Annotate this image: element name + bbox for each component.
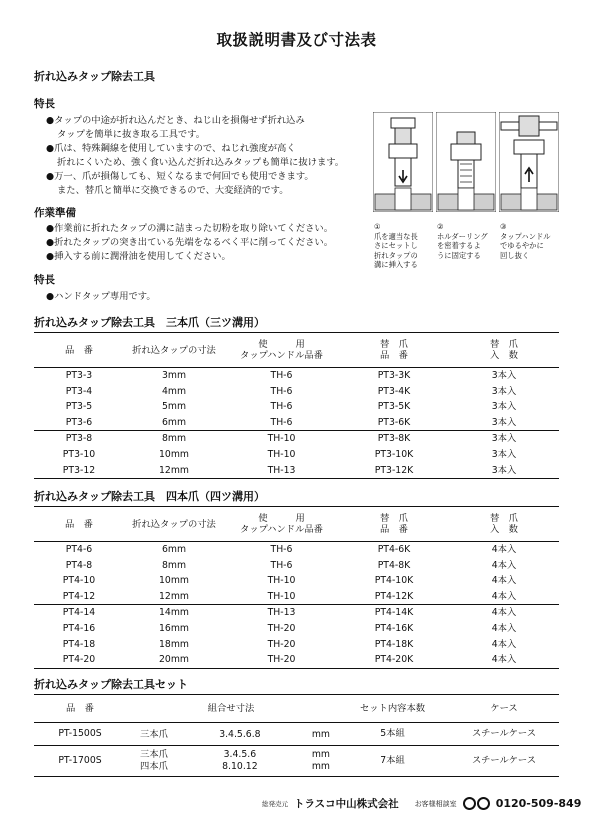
table-row: PT4-20 20mm TH-20 PT4-20K 4本入 <box>34 652 559 668</box>
table-row: PT4-14 14mm TH-13 PT4-14K 4本入 <box>62 607 517 619</box>
document-title: 取扱説明書及び寸法表 <box>216 31 377 49</box>
phone-number: 0120-509-849 <box>495 797 582 810</box>
col-spare-part: 替 爪 品 番 <box>339 333 449 368</box>
feature-line: ●タップの中途が折れ込んだとき、ねじ山を損傷せず折れ込み <box>46 115 305 126</box>
prep-line: ●作業前に折れたタップの溝に詰まった切粉を取り除いてください。 <box>46 223 334 234</box>
prep-line: ●折れたタップの突き出ている先端をなるべく平に削ってください。 <box>46 237 334 248</box>
table-row: PT4-16 16mm TH-20 PT4-16K 4本入 <box>62 622 517 634</box>
col-set-count: セット内容本数 <box>336 695 449 723</box>
footer <box>262 796 581 811</box>
tool-insert-illustration <box>373 112 433 212</box>
table-row: PT3-12 12mm TH-13 PT3-12K 3本入 <box>34 463 559 479</box>
table3-heading: 折れ込みタップ除去工具セット <box>34 678 188 691</box>
col-handle: 使 用 タップハンドル品番 <box>224 507 339 542</box>
col-spare-part: 替 爪 品 番 <box>339 507 449 542</box>
features2-line: ●ハンドタップ専用です。 <box>46 291 156 302</box>
support-label: お客様相談室 <box>414 799 457 808</box>
product-name: 折れ込みタップ除去工具 <box>34 70 155 83</box>
tap-handle-illustration <box>499 112 559 212</box>
feature-line: ●爪は、特殊鋼線を使用していますので、ねじれ強度が高く <box>46 143 296 154</box>
col-part-no: 品 番 <box>34 507 124 542</box>
prep-line: ●挿入する前に潤滑油を使用してください。 <box>46 251 231 262</box>
col-handle: 使 用 タップハンドル品番 <box>224 333 339 368</box>
col-tap-size: 折れ込タップの寸法 <box>124 507 224 542</box>
table-row: PT4-6 6mm TH-6 PT4-6K 4本入 <box>65 544 517 555</box>
prep-heading: 作業準備 <box>34 207 76 219</box>
figure-step-2: ② ホルダーリング を密着するよ うに固定する <box>436 112 496 274</box>
table-row: PT-1500S 三本爪 3.4.5.6.8 mm 5本組 スチールケース <box>34 723 559 746</box>
table1-heading: 折れ込みタップ除去工具 三本爪（三ツ溝用） <box>34 316 265 329</box>
table-row: PT3-10 10mm TH-10 PT3-10K 3本入 <box>62 448 517 460</box>
features2-heading: 特長 <box>34 274 55 286</box>
col-part-no: 品 番 <box>34 333 124 368</box>
free-dial-icon <box>463 797 490 810</box>
table-row: PT3-8 8mm TH-10 PT3-8K 3本入 <box>65 433 517 445</box>
company-name: トラスコ中山株式会社 <box>294 798 399 810</box>
table-row: PT4-12 12mm TH-10 PT4-12K 4本入 <box>34 589 559 605</box>
figure-step-1: ① 爪を適当な長 さにセットし 折れタップの 溝に挿入する <box>373 112 433 274</box>
col-tap-size: 折れ込タップの寸法 <box>124 333 224 368</box>
table-row: PT-1700S 三本爪 3.4.5.6 mm 四本爪 8.10.12 mm 7本組 スチールケース <box>34 746 559 777</box>
spec-table-four-jaw <box>34 506 559 669</box>
spec-table-three-jaw <box>34 332 559 479</box>
table-row: PT4-18 18mm TH-20 PT4-18K 4本入 <box>62 638 517 650</box>
set-table <box>34 694 559 777</box>
table2-heading: 折れ込みタップ除去工具 四本爪（四ツ溝用） <box>34 490 265 503</box>
table-row: PT3-6 6mm TH-6 PT3-6K 3本入 <box>34 415 559 431</box>
col-combination: 組合せ寸法 <box>126 695 336 723</box>
table-row: PT4-8 8mm TH-6 PT4-8K 4本入 <box>65 559 517 571</box>
holder-ring-illustration <box>436 112 496 212</box>
col-quantity: 替 爪 入 数 <box>449 507 559 542</box>
col-quantity: 替 爪 入 数 <box>449 333 559 368</box>
col-part-no: 品 番 <box>34 695 126 723</box>
table-row: PT3-3 3mm TH-6 PT3-3K 3本入 <box>65 370 517 381</box>
table-row: PT4-10 10mm TH-10 PT4-10K 4本入 <box>62 575 517 587</box>
feature-line: ●万一、爪が損傷しても、短くなるまで何回でも使用できます。 <box>46 171 314 182</box>
table-row: PT3-4 4mm TH-6 PT3-4K 3本入 <box>65 385 517 397</box>
feature-line: 折れにくいため、強く食い込んだ折れ込みタップも簡単に抜けます。 <box>57 157 345 168</box>
seller-label: 総発売元 <box>262 800 288 808</box>
table-row: PT3-5 5mm TH-6 PT3-5K 3本入 <box>65 401 517 413</box>
col-case: ケース <box>449 695 559 723</box>
figure-step-3: ③ タップハンドル でゆるやかに 回し抜く <box>499 112 559 274</box>
feature-line: また、替爪と簡単に交換できるので、大変経済的です。 <box>57 185 289 196</box>
feature-line: タップを簡単に抜き取る工具です。 <box>57 129 206 140</box>
features-heading: 特長 <box>34 98 55 110</box>
